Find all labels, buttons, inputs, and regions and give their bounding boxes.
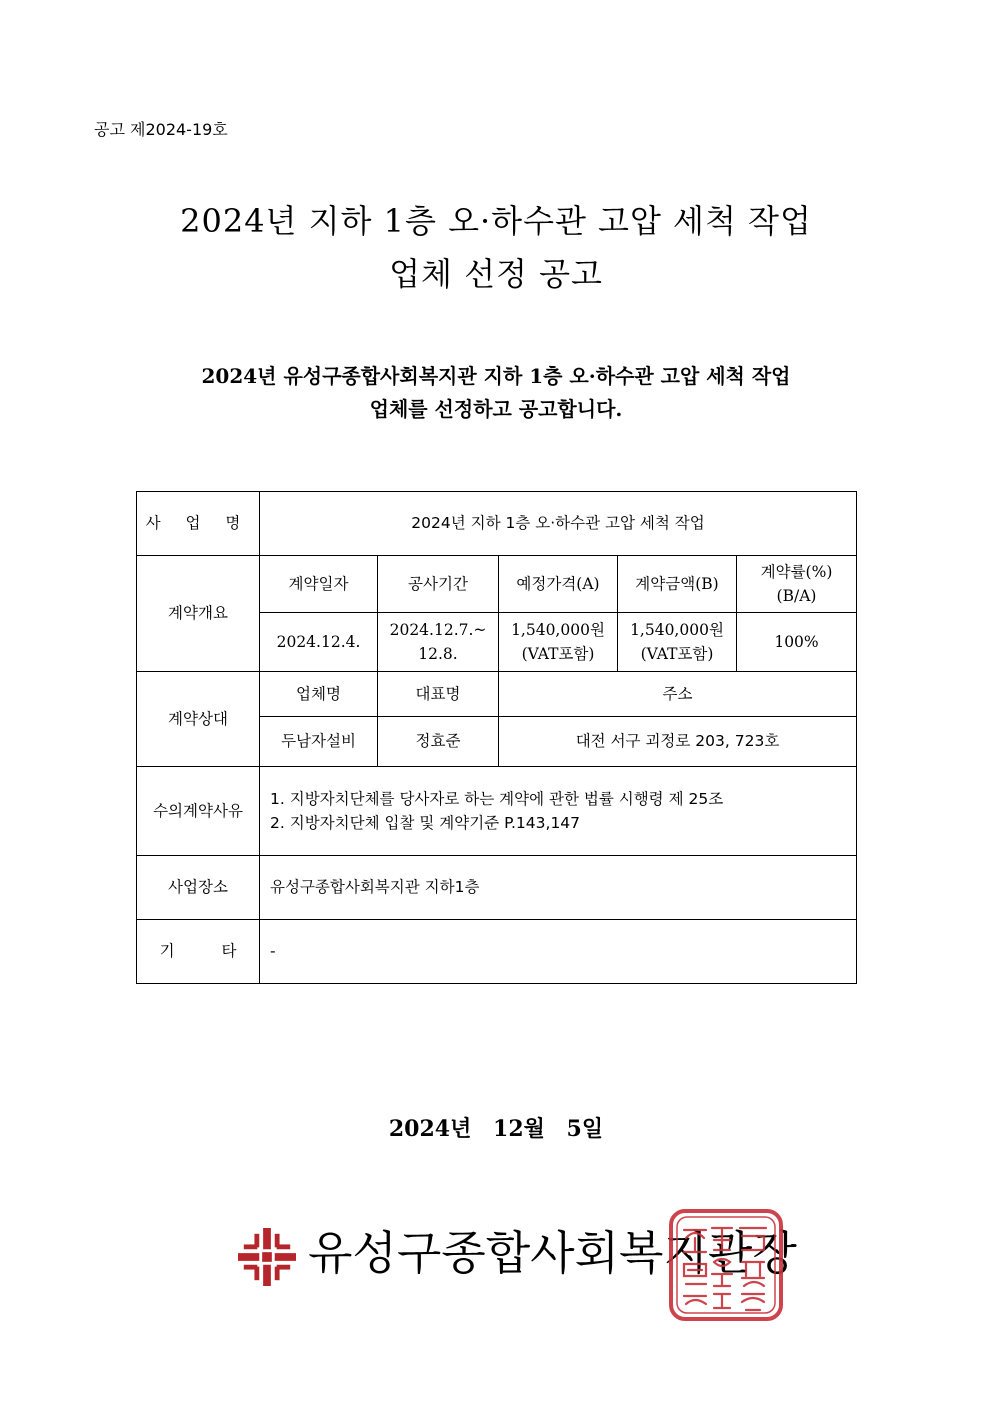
official-seal-icon	[668, 1208, 784, 1322]
contract-overview-label: 계약개요	[137, 556, 260, 672]
period-line-1: 2024.12.7.~	[389, 620, 487, 639]
caritas-cross-logo-icon	[238, 1228, 296, 1286]
location-label: 사업장소	[137, 856, 260, 920]
organization-name: 유성구종합사회복지관장	[308, 1226, 797, 1280]
project-name-label: 사 업 명	[137, 492, 260, 556]
notice-date: 2024년 12월 5일	[388, 1116, 604, 1142]
representative-value: 정효준	[378, 717, 499, 767]
estimated-price-line-2: (VAT포함)	[521, 645, 595, 663]
other-label	[137, 920, 260, 984]
contract-amount-line-1: 1,540,000원	[630, 620, 724, 639]
title-line-2: 업체 선정 공고	[389, 255, 603, 293]
contract-amount-header: 계약금액(B)	[618, 556, 737, 613]
reason-line-1: 1. 지방자치단체를 당사자로 하는 계약에 관한 법률 시행령 제 25조	[270, 789, 724, 808]
company-header: 업체명	[260, 672, 378, 717]
reason-line-2: 2. 지방자치단체 입찰 및 계약기준 P.143,147	[270, 814, 581, 832]
period-value	[378, 613, 499, 672]
contract-overview-header-row	[137, 556, 857, 613]
location-row	[137, 856, 857, 920]
period-line-2: 12.8.	[418, 645, 458, 663]
estimated-price-value	[499, 613, 618, 672]
other-label-text: 기 타	[159, 942, 237, 961]
contract-rate-header	[737, 556, 857, 613]
reason-label: 수의계약사유	[137, 767, 260, 856]
location-value: 유성구종합사회복지관 지하1층	[260, 856, 857, 920]
contract-info-table	[136, 491, 857, 984]
intro-line-2: 업체를 선정하고 공고합니다.	[369, 397, 623, 421]
project-name-value: 2024년 지하 1층 오·하수관 고압 세척 작업	[260, 492, 857, 556]
other-row	[137, 920, 857, 984]
representative-header: 대표명	[378, 672, 499, 717]
other-value: -	[260, 920, 857, 984]
estimated-price-header: 예정가격(A)	[499, 556, 618, 613]
title-line-1: 2024년 지하 1층 오·하수관 고압 세척 작업	[180, 202, 812, 240]
rate-header-line-2: (B/A)	[776, 587, 817, 605]
estimated-price-line-1: 1,540,000원	[511, 620, 605, 639]
address-header: 주소	[499, 672, 857, 717]
notice-number: 공고 제2024-19호	[94, 120, 228, 139]
reason-row	[137, 767, 857, 856]
contract-amount-line-2: (VAT포함)	[640, 645, 714, 663]
rate-header-line-1: 계약률(%)	[760, 562, 833, 581]
counterparty-label: 계약상대	[137, 672, 260, 767]
counterparty-header-row	[137, 672, 857, 717]
period-header: 공사기간	[378, 556, 499, 613]
contract-date-value: 2024.12.4.	[260, 613, 378, 672]
contract-amount-value	[618, 613, 737, 672]
address-value: 대전 서구 괴정로 203, 723호	[499, 717, 857, 767]
intro-line-1: 2024년 유성구종합사회복지관 지하 1층 오·하수관 고압 세척 작업	[201, 364, 791, 388]
reason-value	[260, 767, 857, 856]
company-value: 두남자설비	[260, 717, 378, 767]
contract-rate-value: 100%	[737, 613, 857, 672]
contract-date-header: 계약일자	[260, 556, 378, 613]
project-name-row	[137, 492, 857, 556]
